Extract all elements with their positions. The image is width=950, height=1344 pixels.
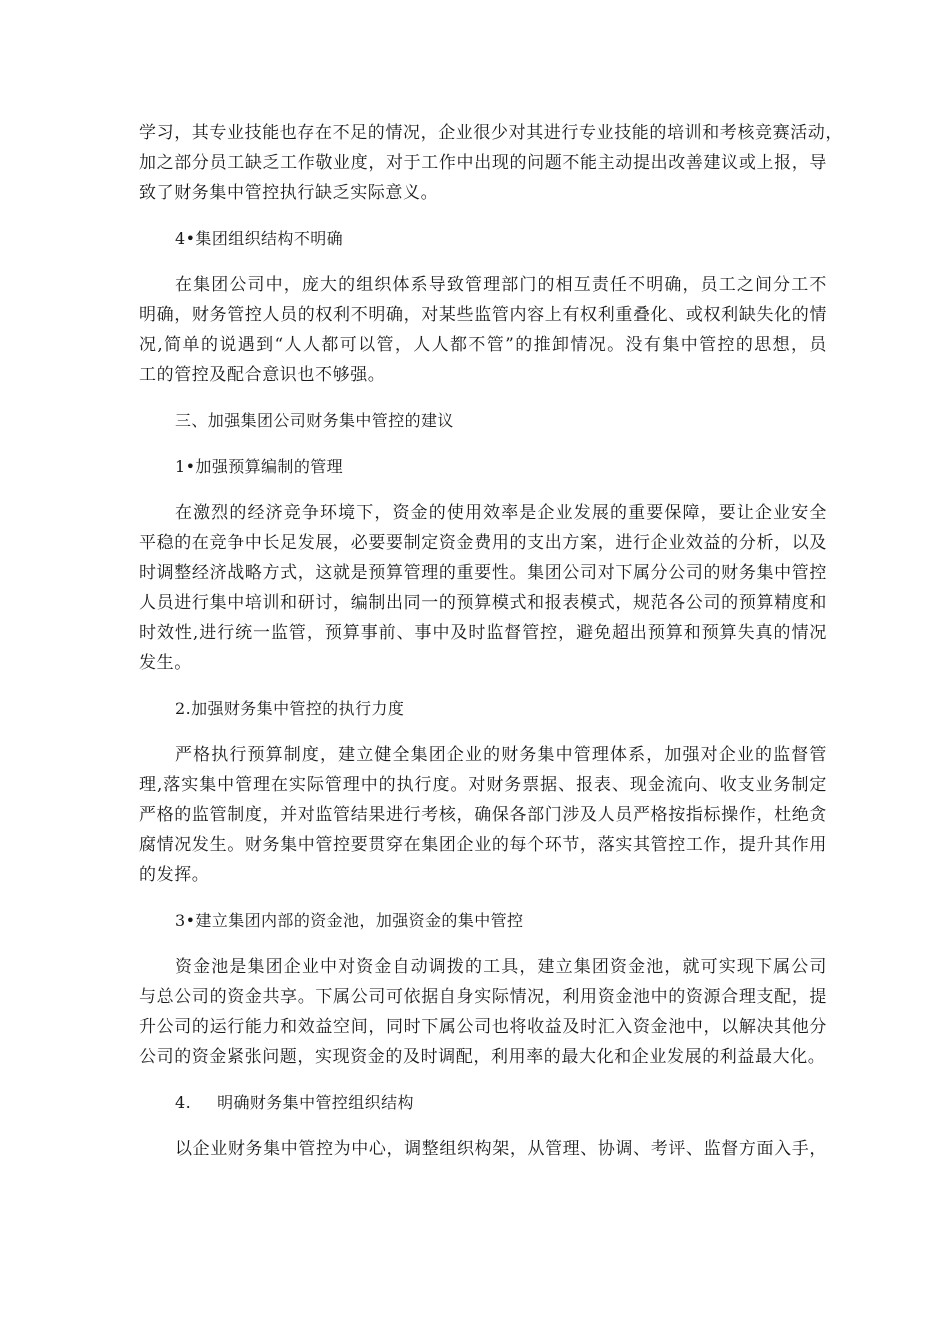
- text-line: 理,落实集中管理在实际管理中的执行度。对财务票据、报表、现金流向、收支业务制定: [139, 775, 827, 795]
- paragraph: [139, 952, 827, 1072]
- text-line: 加之部分员工缺乏工作敬业度，对于工作中出现的问题不能主动提出改善建议或上报，导: [139, 153, 827, 173]
- text-line: 在激烈的经济竞争环境下，资金的使用效率是企业发展的重要保障，要让企业安全: [175, 503, 827, 523]
- section-heading: 2.加强财务集中管控的执行力度: [175, 699, 405, 718]
- text-line: 以企业财务集中管控为中心，调整组织构架，从管理、协调、考评、监督方面入手，: [175, 1139, 827, 1159]
- text-line: 工的管控及配合意识也不够强。: [139, 365, 386, 385]
- paragraph: [139, 498, 827, 678]
- heading-number: 4.: [175, 1093, 192, 1112]
- text-line: 升公司的运行能力和效益空间，同时下属公司也将收益及时汇入资金池中，以解决其他分: [139, 1017, 827, 1037]
- text-line: 时效性,进行统一监管，预算事前、事中及时监督管控，避免超出预算和预算失真的情况: [139, 623, 827, 643]
- text-line: 况,简单的说遇到“人人都可以管，人人都不管”的推卸情况。没有集中管控的思想，员: [139, 335, 827, 355]
- text-line: 与总公司的资金共享。下属公司可依据自身实际情况，利用资金池中的资源合理支配，提: [139, 987, 827, 1007]
- text-line: 时调整经济战略方式，这就是预算管理的重要性。集团公司对下属分公司的财务集中管控: [139, 563, 827, 583]
- text-line: 严格的监管制度，并对监管结果进行考核，确保各部门涉及人员严格按指标操作，杜绝贪: [139, 805, 827, 825]
- text-line: 明确，财务管控人员的权利不明确，对某些监管内容上有权利重叠化、或权利缺失化的情: [139, 305, 827, 325]
- text-line: 公司的资金紧张问题，实现资金的及时调配，利用率的最大化和企业发展的利益最大化。: [139, 1047, 826, 1067]
- section-heading: 3•建立集团内部的资金池，加强资金的集中管控: [175, 911, 524, 930]
- text-line: 在集团公司中，庞大的组织体系导致管理部门的相互责任不明确，员工之间分工不: [175, 275, 827, 295]
- section-heading: [139, 1088, 827, 1118]
- document-page: [139, 118, 843, 1164]
- heading-text: 明确财务集中管控组织结构: [217, 1093, 414, 1112]
- section-heading: 1•加强预算编制的管理: [175, 457, 344, 476]
- paragraph: [139, 118, 843, 208]
- text-line: 致了财务集中管控执行缺乏实际意义。: [139, 183, 439, 203]
- section-heading: 4•集团组织结构不明确: [175, 229, 344, 248]
- text-line: 人员进行集中培训和研讨，编制出同一的预算模式和报表模式，规范各公司的预算精度和: [139, 593, 827, 613]
- text-line: 严格执行预算制度，建立健全集团企业的财务集中管理体系，加强对企业的监督管: [175, 745, 827, 765]
- text-line: 发生。: [139, 653, 192, 673]
- paragraph: [139, 1134, 827, 1164]
- text-line: 学习，其专业技能也存在不足的情况，企业很少对其进行专业技能的培训和考核竞赛活动，: [139, 123, 843, 143]
- chapter-heading: 三、加强集团公司财务集中管控的建议: [175, 411, 454, 430]
- paragraph: [139, 740, 827, 890]
- text-line: 平稳的在竞争中长足发展，必要要制定资金费用的支出方案，进行企业效益的分析，以及: [139, 533, 827, 553]
- paragraph: [139, 270, 827, 390]
- text-line: 资金池是集团企业中对资金自动调拨的工具，建立集团资金池，就可实现下属公司: [175, 957, 827, 977]
- text-line: 的发挥。: [139, 865, 210, 885]
- text-line: 腐情况发生。财务集中管控要贯穿在集团企业的每个环节，落实其管控工作，提升其作用: [139, 835, 827, 855]
